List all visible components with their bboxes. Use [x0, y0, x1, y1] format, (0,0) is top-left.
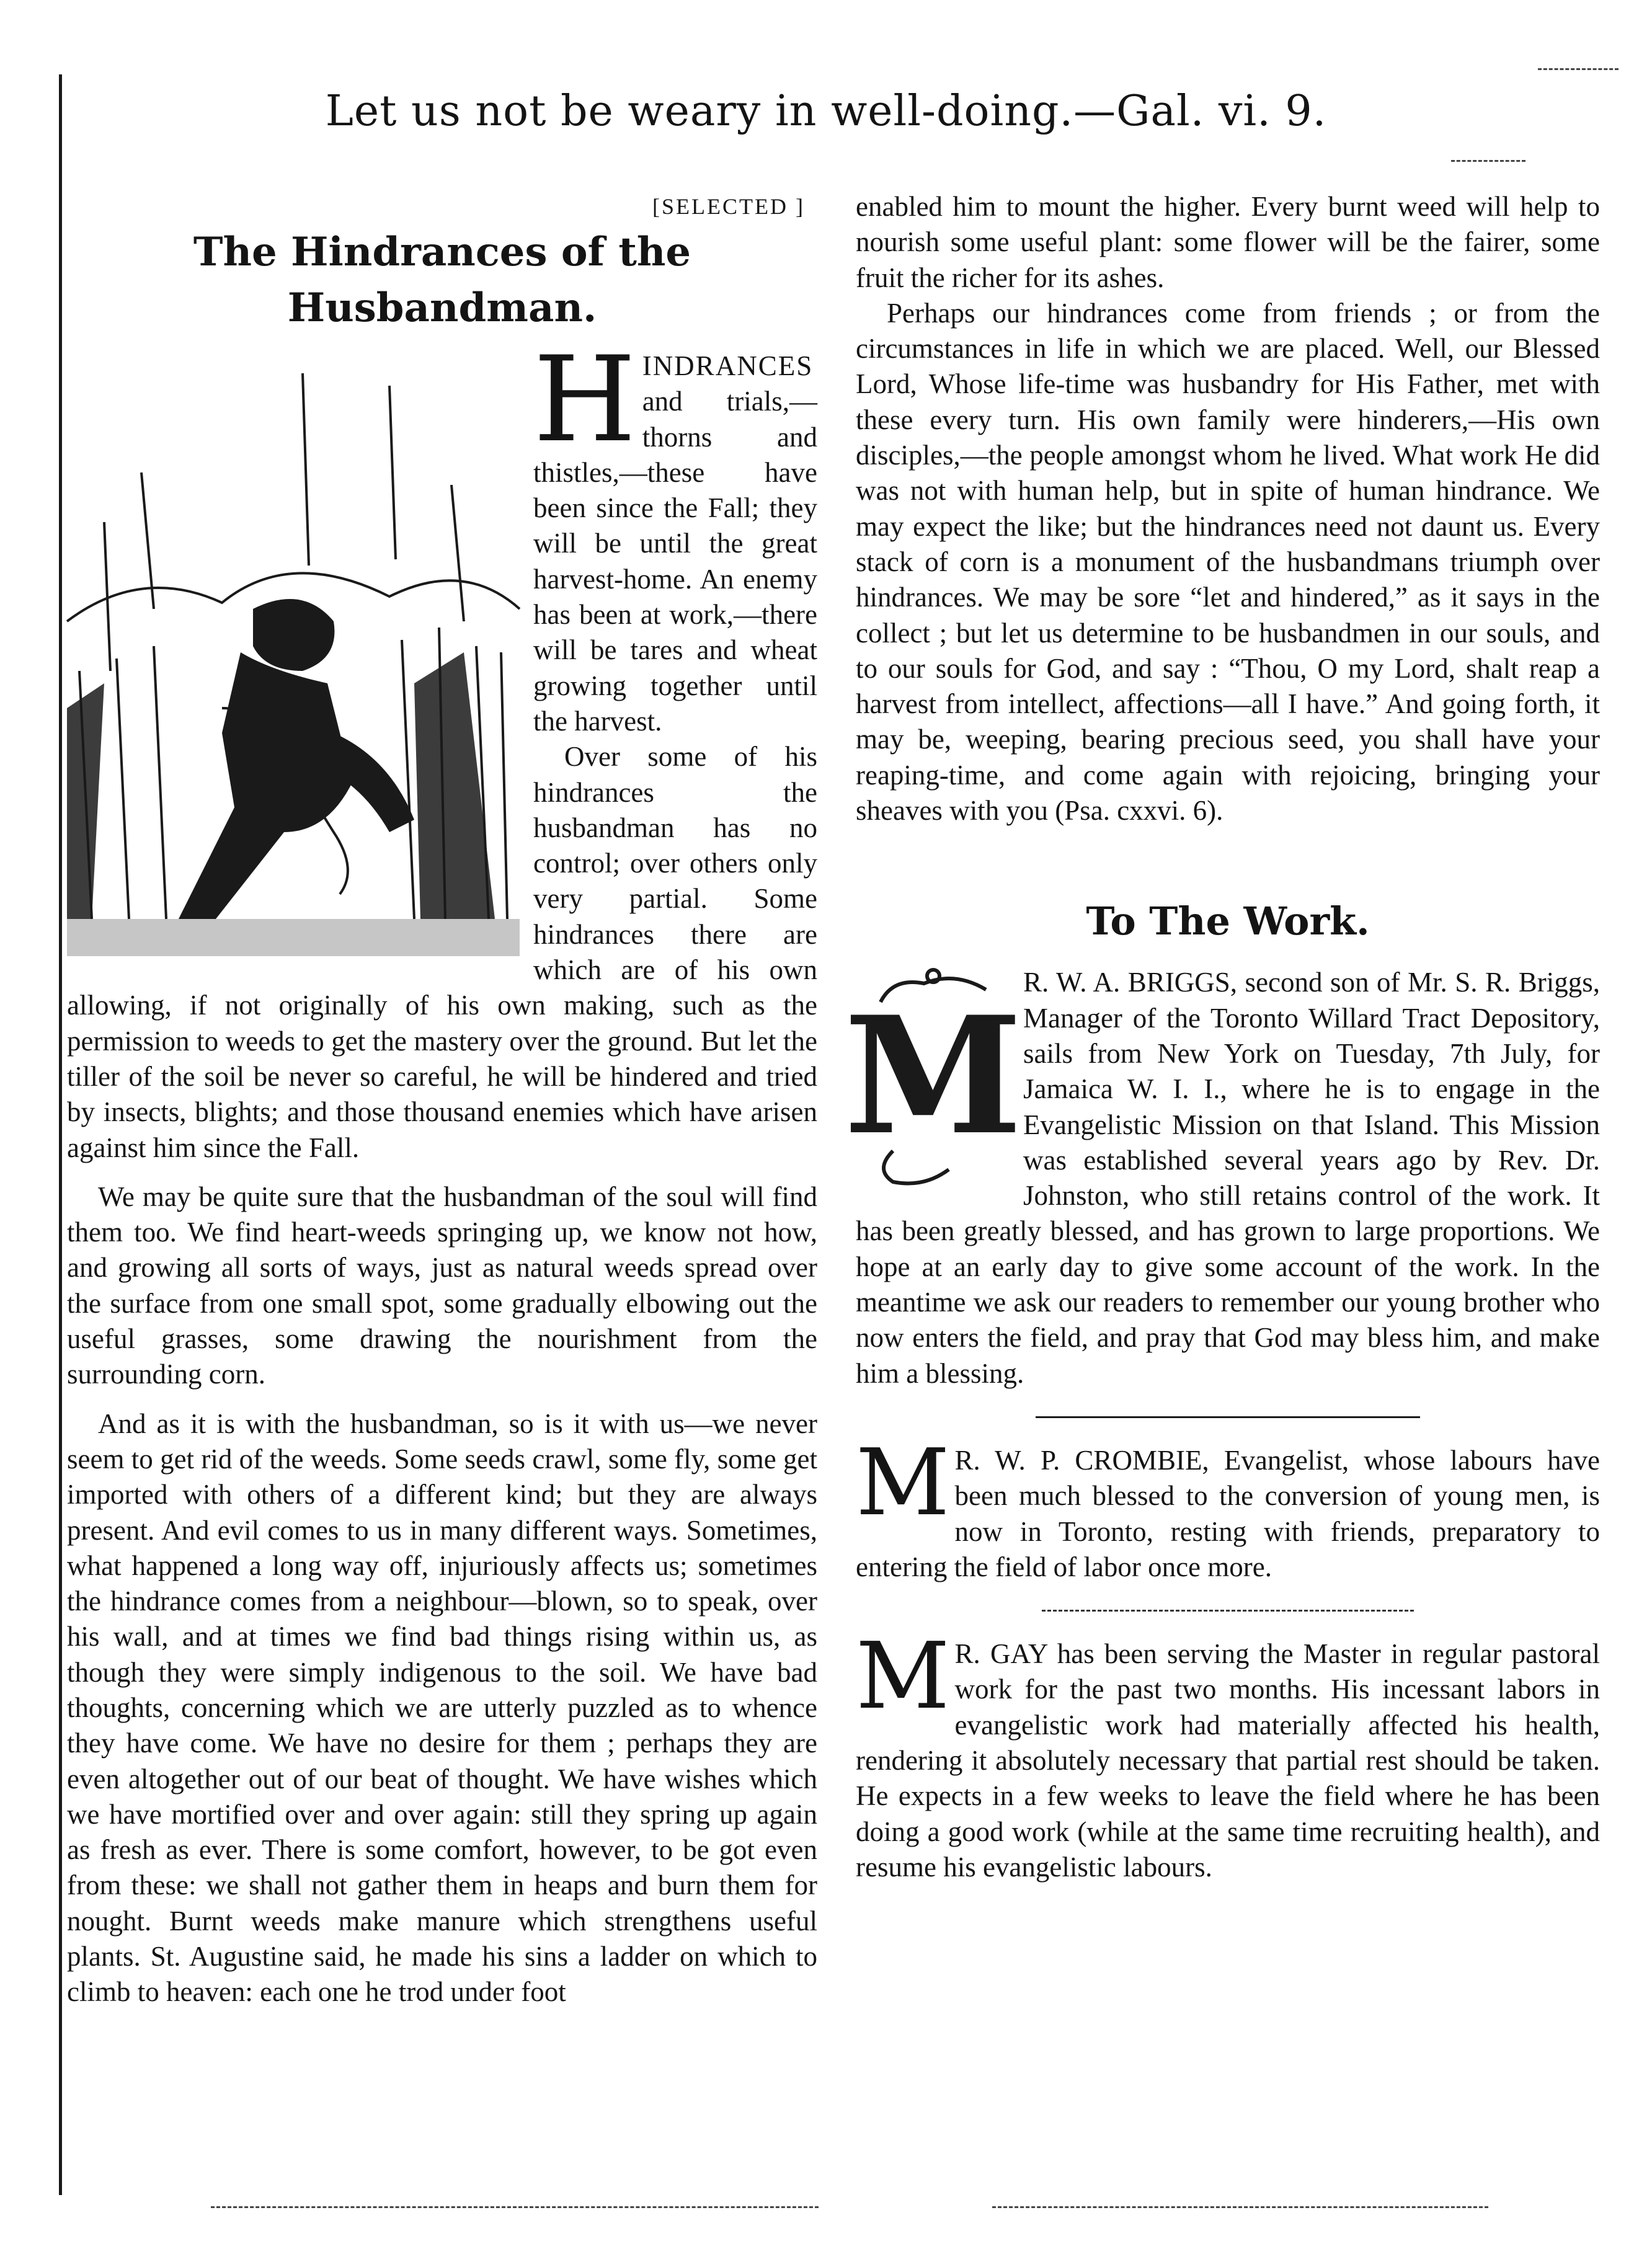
- crombie-notice: [856, 1429, 1600, 1585]
- left-margin-rule: [59, 74, 62, 2195]
- article-title: The Hindrances of the Husbandman.: [193, 229, 691, 331]
- crombie-text: R. W. P. CROMBIE, Evangelist, whose labours have been much blessed to the conversion of young men, is now in Toronto, resting with friends, preparatory to entering the field of labor once more.: [856, 1444, 1600, 1582]
- paragraph-4: And as it is with the husbandman, so is it with us—we never seem to get rid of the weeds. Some seeds crawl, some fly, some get imported with others of a different kind; but they are always present. And evil comes to us in many different ways. Sometimes, what happened a long way off, injuriously affects us; sometimes the hindrance comes from a neighbour—blown, so to speak, over his wall, and at times we find bad things rising within us, as though they were simply indigenous to the soil. We have bad thoughts, concerning which we are utterly puzzled as to whence they have come. We have no desire for them ; perhaps they are even altogether out of our beat of thought. We have wishes which we have mortified over and over again: still they spring up again as fresh as ever. There is some comfort, however, to be got even from these: we shall not gather them in heaps and burn them for nought. Burnt weeds make manure which strengthens useful plants. St. Augustine said, he made his sins a ladder on which to climb to heaven: each one he trod under foot: [67, 1408, 817, 2008]
- header-dots-under: [1451, 160, 1525, 162]
- selected-tag: [SELECTED ]: [652, 194, 805, 219]
- paragraph-hindrances-friends: Perhaps our hindrances come from friends ; or from the circumstances in life in which we are placed. Well, our Blessed Lord, Whose life-time was husbandry for His Father, met with these every turn. His own family were hinderers,—His own disciples,—the people amongst whom he lived. What work He did was not with human help, but in spite of human hindrance. We may expect the like; but the hindrances need not daunt us. Every stack of corn is a monument of the husbandmans triumph over hindrances. We may be sore “let and hindered,” as it says in the collect ; but let us determine to be husbandmen in our souls, and to our souls for God, and say : “Thou, O my Lord, shalt reap a harvest from intellect, affections—all I have.” And going forth, it may be, weeping, bearing precious seed, you shall have your reaping-time, and come again with rejoicing, bringing your sheaves with you (Psa. cxxvi. 6).: [856, 297, 1600, 827]
- husbandman-illustration: [67, 361, 520, 956]
- right-column: [844, 189, 1600, 1885]
- drop-cap-M: M: [856, 1623, 950, 1730]
- paragraph-3: We may be quite sure that the husbandman of the soul will find them too. We find heart-weeds springing up, we know not how, and growing all sorts of ways, just as natural weeds spread over the surface from one small spot, some gradually elbowing out the useful grasses, some drawing the nourishment from the surrounding corn.: [67, 1181, 817, 1390]
- briggs-text: R. W. A. BRIGGS, second son of Mr. S. R. Briggs, Manager of the Toronto Willard Tract Depository, sails from New York on Tuesday, 7th July, for Jamaica W. I. I., where he is to engage in the Evangelistic Mission on that Island. This Mission was established several years ago by Rev. Dr. Johnston, who still retains control of the work. It has been greatly blessed, and has grown to large proportions. We hope at an early day to give some account of the work. In the meantime we ask our readers to remember our young brother who now enters the field, and pray that God may bless him, and make him a blessing.: [856, 967, 1600, 1389]
- gay-text: R. GAY has been serving the Master in regular pastoral work for the past two months. His incessant labors in evangelistic work had materially affected his health, rendering it absolutely necessary that partial rest should be taken. He expects in a few weeks to leave the field where he has been doing a good work (while at the same time recruiting health), and resume his evangelistic labours.: [856, 1638, 1600, 1883]
- footer-dots-right: [992, 2206, 1488, 2208]
- header-dots-right: [1538, 68, 1619, 70]
- section-divider: [1036, 1416, 1420, 1418]
- paragraph-2: Over some of his hindrances the husbandman has no control; over others only very partial. Some hindrances there are which are of his own allowing, if not originally of his own making, such as the permission to weeds to get the mastery over the ground. But let the tiller of the soil be never so careful, he will be hindered and tried by insects, blights; and those thousand enemies which have arisen against him since the Fall.: [67, 741, 817, 1163]
- drop-cap-H: H: [533, 331, 636, 468]
- lead-word: INDRANCES: [642, 350, 814, 381]
- ornate-initial-letter: M: [844, 982, 1023, 1171]
- dashed-divider: [1042, 1610, 1414, 1612]
- left-column: [67, 189, 817, 2010]
- drop-cap-M: M: [856, 1429, 950, 1536]
- spacer: [67, 1166, 817, 1179]
- spacer: [67, 1393, 817, 1406]
- gay-notice: [856, 1623, 1600, 1885]
- section-title-to-the-work: To The Work.: [1086, 898, 1370, 944]
- ornate-initial-m: [844, 965, 1023, 1188]
- footer-dots-left: [211, 2206, 819, 2208]
- paragraph-1-text: and trials,—thorns and thistles,—these have been since the Fall; they will be until the great harvest-home. An enemy has been at work,—there will be tares and wheat growing together until the harvest.: [533, 386, 817, 737]
- briggs-notice: [844, 965, 1600, 1391]
- page-header: Let us not be weary in well-doing.—Gal. vi. 9.: [325, 87, 1327, 136]
- continued-paragraph: enabled him to mount the higher. Every burnt weed will help to nourish some useful plant: some flower will be the fairer, some fruit the richer for its ashes.: [856, 191, 1600, 293]
